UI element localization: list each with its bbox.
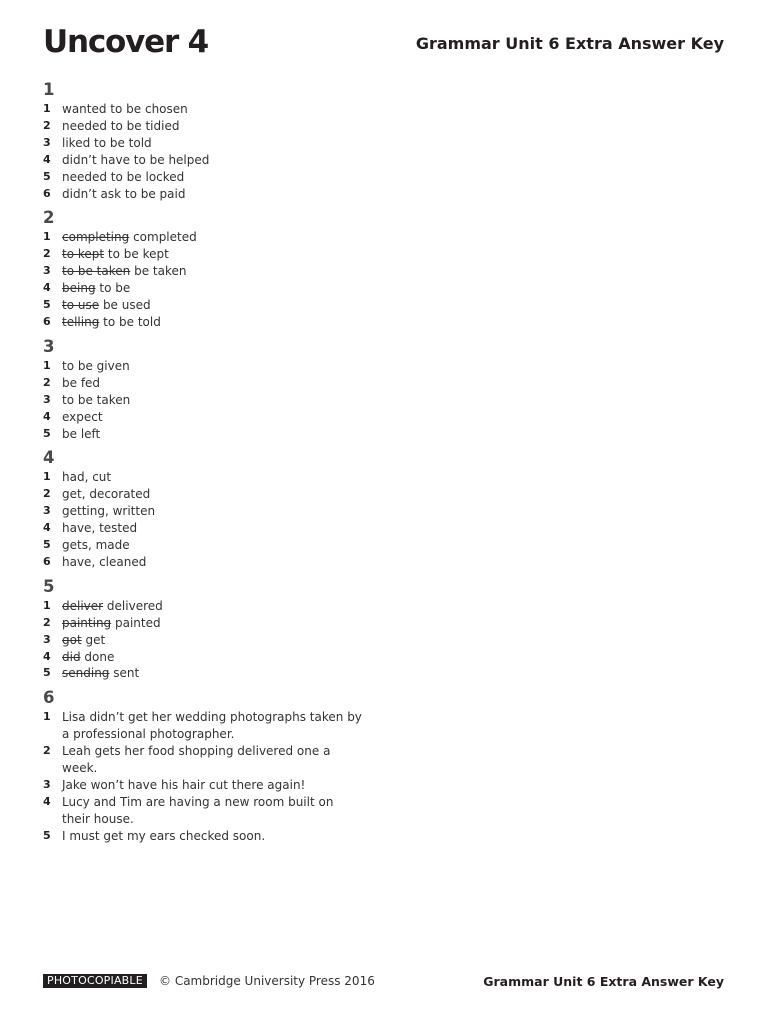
answer-text-wrap <box>62 615 383 632</box>
answer-item <box>43 229 383 246</box>
item-number: 1 <box>43 230 51 244</box>
item-number: 4 <box>43 649 51 663</box>
answer-text: to be <box>99 281 131 296</box>
answer-text-wrap <box>62 409 383 426</box>
answer-text-wrap <box>62 828 362 845</box>
answer-text-wrap <box>62 665 383 682</box>
item-number: 2 <box>43 744 51 758</box>
struck-answer: did <box>62 649 81 664</box>
answer-text: be left <box>62 426 101 441</box>
answer-text-wrap <box>62 314 383 331</box>
answer-text-wrap <box>62 794 362 828</box>
answer-item <box>43 828 383 845</box>
item-number: 3 <box>43 778 51 791</box>
struck-answer: sending <box>62 666 110 681</box>
item-number: 3 <box>43 135 51 149</box>
item-number: 6 <box>43 314 51 328</box>
item-number: 2 <box>43 615 51 629</box>
struck-answer: deliver <box>62 598 104 613</box>
struck-answer: got <box>62 632 82 647</box>
item-number: 5 <box>43 426 51 440</box>
answer-item <box>43 169 383 186</box>
item-number: 5 <box>43 298 51 312</box>
struck-answer: telling <box>62 314 100 329</box>
answer-text: getting, written <box>62 504 156 519</box>
struck-answer: to be taken <box>62 264 131 279</box>
answer-text-wrap <box>62 554 383 571</box>
answer-text-wrap <box>62 649 383 666</box>
answer-text-wrap <box>62 135 383 152</box>
answer-text-wrap <box>62 297 383 314</box>
exercise-section-3 <box>43 337 383 443</box>
answer-item <box>43 409 383 426</box>
answer-sections <box>43 80 383 851</box>
answer-text: Lisa didn’t get her wedding photographs taken by a professional photographer. <box>62 710 362 742</box>
exercise-section-4 <box>43 448 383 570</box>
exercise-number: 4 <box>43 448 55 468</box>
answer-text: needed to be tidied <box>62 118 180 133</box>
answer-text: get, decorated <box>62 487 151 502</box>
item-number: 4 <box>43 152 51 166</box>
item-number: 5 <box>43 828 51 842</box>
answer-text-wrap <box>62 392 383 409</box>
exercise-section-5 <box>43 577 383 683</box>
page-footer <box>43 972 724 992</box>
item-number: 1 <box>43 102 51 115</box>
brand-logo: Uncover 4 <box>43 24 208 60</box>
struck-answer: to use <box>62 298 100 313</box>
answer-item <box>43 615 383 632</box>
answer-text: to be kept <box>107 247 169 262</box>
copyright-notice: © Cambridge University Press 2016 <box>159 974 375 988</box>
answer-text-wrap <box>62 152 383 169</box>
item-number: 3 <box>43 392 51 406</box>
answer-item <box>43 297 383 314</box>
answer-text: sent <box>113 666 140 681</box>
item-number: 1 <box>43 598 51 612</box>
answer-text-wrap <box>62 743 362 777</box>
answer-text-wrap <box>62 426 383 443</box>
item-number: 4 <box>43 794 51 808</box>
item-number: 1 <box>43 710 51 724</box>
answer-text: be used <box>102 298 151 313</box>
answer-item <box>43 520 383 537</box>
answer-item <box>43 186 383 203</box>
item-number: 1 <box>43 358 51 372</box>
exercise-number: 6 <box>43 688 55 708</box>
answer-text: didn’t have to be helped <box>62 152 210 167</box>
answer-text: wanted to be chosen <box>62 102 188 116</box>
answer-text-wrap <box>62 263 383 280</box>
answer-text-wrap <box>62 520 383 537</box>
answer-text: be taken <box>134 264 187 279</box>
answer-item <box>43 101 383 118</box>
answer-item <box>43 152 383 169</box>
exercise-number: 3 <box>43 336 55 356</box>
answer-text: gets, made <box>62 538 130 553</box>
answer-text: have, cleaned <box>62 554 147 569</box>
exercise-number: 1 <box>43 80 55 99</box>
answer-item <box>43 118 383 135</box>
answer-text: had, cut <box>62 470 112 485</box>
answer-text-wrap <box>62 229 383 246</box>
exercise-number: 2 <box>43 208 55 228</box>
answer-text-wrap <box>62 632 383 649</box>
answer-text-wrap <box>62 375 383 392</box>
struck-answer: painting <box>62 615 112 630</box>
item-number: 2 <box>43 487 51 501</box>
item-number: 4 <box>43 409 51 423</box>
answer-text: have, tested <box>62 521 138 536</box>
item-number: 2 <box>43 118 51 132</box>
answer-text-wrap <box>62 358 383 375</box>
answer-text: to be given <box>62 358 130 373</box>
answer-text: expect <box>62 409 103 424</box>
answer-text: didn’t ask to be paid <box>62 186 186 201</box>
struck-answer: to kept <box>62 247 105 262</box>
answer-text-wrap <box>62 503 383 520</box>
answer-text: painted <box>115 615 161 630</box>
answer-text: get <box>85 632 106 647</box>
answer-text-wrap <box>62 186 383 203</box>
item-number: 6 <box>43 554 51 568</box>
answer-text: liked to be told <box>62 135 152 150</box>
answer-text: done <box>84 649 115 664</box>
answer-item <box>43 280 383 297</box>
answer-item <box>43 649 383 666</box>
answer-item <box>43 794 383 828</box>
answer-item <box>43 743 383 777</box>
item-number: 5 <box>43 169 51 183</box>
answer-text-wrap <box>62 118 383 135</box>
answer-text-wrap <box>62 537 383 554</box>
answer-text: Lucy and Tim are having a new room built on their house. <box>62 794 334 826</box>
answer-item <box>43 358 383 375</box>
exercise-number: 5 <box>43 576 55 596</box>
photocopiable-badge: PHOTOCOPIABLE <box>43 974 147 988</box>
answer-item <box>43 375 383 392</box>
exercise-section-6 <box>43 688 383 844</box>
item-number: 3 <box>43 504 51 518</box>
answer-text-wrap <box>62 777 362 794</box>
struck-answer: completing <box>62 230 130 245</box>
answer-text-wrap <box>62 246 383 263</box>
item-number: 2 <box>43 247 51 261</box>
answer-item <box>43 426 383 443</box>
answer-item <box>43 503 383 520</box>
item-number: 5 <box>43 666 51 680</box>
answer-item <box>43 554 383 571</box>
answer-text: Leah gets her food shopping delivered one a week. <box>62 744 331 776</box>
exercise-section-2 <box>43 208 383 330</box>
answer-item <box>43 263 383 280</box>
answer-text: delivered <box>106 598 163 613</box>
answer-item <box>43 392 383 409</box>
answer-text: I must get my ears checked soon. <box>62 828 266 843</box>
item-number: 4 <box>43 521 51 535</box>
item-number: 6 <box>43 186 51 200</box>
answer-text: to be taken <box>62 392 131 407</box>
exercise-section-1 <box>43 80 383 202</box>
answer-item <box>43 537 383 554</box>
answer-item <box>43 632 383 649</box>
answer-item <box>43 246 383 263</box>
answer-text-wrap <box>62 469 383 486</box>
struck-answer: being <box>62 281 96 296</box>
item-number: 2 <box>43 375 51 389</box>
answer-text: Jake won’t have his hair cut there again! <box>62 778 306 792</box>
answer-text-wrap <box>62 101 383 118</box>
answer-text-wrap <box>62 598 383 615</box>
answer-item <box>43 135 383 152</box>
answer-text: completed <box>133 230 197 245</box>
answer-text: be fed <box>62 375 101 390</box>
answer-item <box>43 314 383 331</box>
answer-item <box>43 469 383 486</box>
answer-item <box>43 486 383 503</box>
answer-item <box>43 598 383 615</box>
item-number: 3 <box>43 632 51 646</box>
answer-item <box>43 709 383 743</box>
answer-text: to be told <box>103 314 161 329</box>
answer-text-wrap <box>62 486 383 503</box>
item-number: 4 <box>43 281 51 295</box>
item-number: 3 <box>43 264 51 278</box>
answer-item <box>43 665 383 682</box>
answer-text: needed to be locked <box>62 169 185 184</box>
answer-text-wrap <box>62 709 362 743</box>
footer-title: Grammar Unit 6 Extra Answer Key <box>483 974 724 989</box>
page-header <box>43 24 724 64</box>
item-number: 1 <box>43 470 51 484</box>
item-number: 5 <box>43 538 51 552</box>
answer-text-wrap <box>62 169 383 186</box>
document-title: Grammar Unit 6 Extra Answer Key <box>415 34 724 53</box>
answer-item <box>43 777 383 794</box>
answer-text-wrap <box>62 280 383 297</box>
